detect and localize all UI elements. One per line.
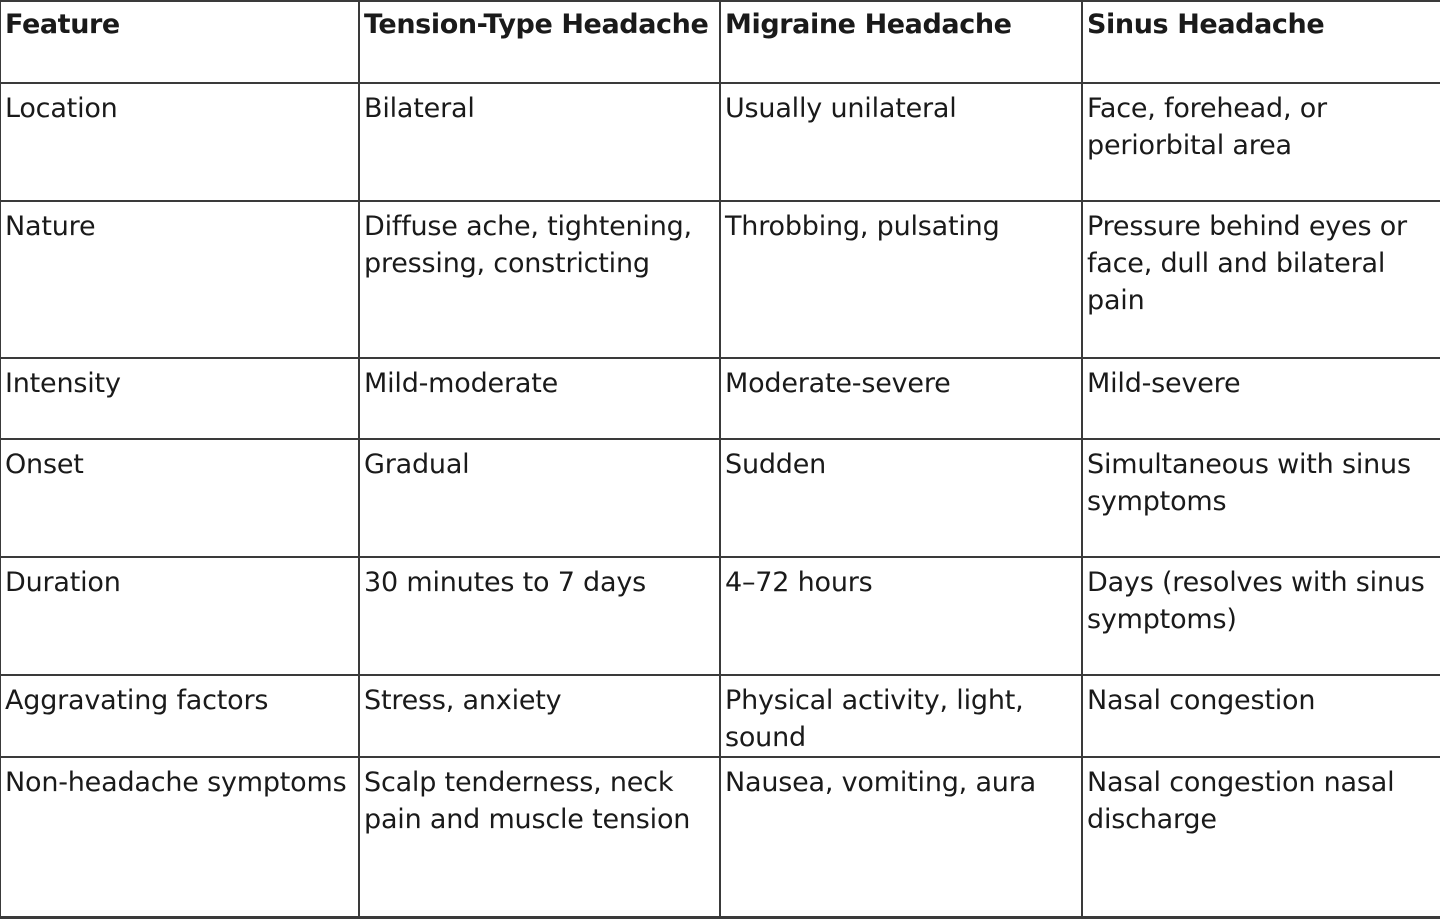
cell-feature-label: Non-headache symptoms [0, 757, 359, 917]
cell-tension-type: Gradual [359, 439, 720, 557]
table-row-aggravating-factors [0, 675, 1440, 757]
header-feature: Feature [0, 1, 359, 83]
cell-tension-type: Scalp tenderness, neck pain and muscle tension [359, 757, 720, 917]
table-row-nature [0, 201, 1440, 358]
cell-feature-label: Nature [0, 201, 359, 358]
cell-sinus: Pressure behind eyes or face, dull and bilateral pain [1082, 201, 1440, 358]
cell-tension-type: Mild-moderate [359, 358, 720, 439]
cell-feature-label: Duration [0, 557, 359, 675]
table-row-intensity [0, 358, 1440, 439]
cell-sinus: Mild-severe [1082, 358, 1440, 439]
cell-migraine: Sudden [720, 439, 1082, 557]
cell-feature-label: Aggravating factors [0, 675, 359, 757]
cell-tension-type: Bilateral [359, 83, 720, 201]
cell-migraine: Usually unilateral [720, 83, 1082, 201]
cell-feature-label: Location [0, 83, 359, 201]
cell-migraine: Throbbing, pulsating [720, 201, 1082, 358]
cell-feature-label: Onset [0, 439, 359, 557]
header-migraine: Migraine Headache [720, 1, 1082, 83]
table-row-duration [0, 557, 1440, 675]
cell-sinus: Nasal congestion nasal discharge [1082, 757, 1440, 917]
cell-tension-type: 30 minutes to 7 days [359, 557, 720, 675]
cell-feature-label: Intensity [0, 358, 359, 439]
cell-migraine: 4–72 hours [720, 557, 1082, 675]
cell-migraine: Physical activity, light, sound [720, 675, 1082, 757]
cell-tension-type: Diffuse ache, tightening, pressing, constricting [359, 201, 720, 358]
table-row-location [0, 83, 1440, 201]
table-row-onset [0, 439, 1440, 557]
header-tension-type: Tension-Type Headache [359, 1, 720, 83]
cell-sinus: Nasal congestion [1082, 675, 1440, 757]
table-header-row [0, 1, 1440, 83]
cell-sinus: Simultaneous with sinus symptoms [1082, 439, 1440, 557]
cell-sinus: Face, forehead, or periorbital area [1082, 83, 1440, 201]
table-row-non-headache-symptoms [0, 757, 1440, 917]
cell-migraine: Nausea, vomiting, aura [720, 757, 1082, 917]
cell-sinus: Days (resolves with sinus symptoms) [1082, 557, 1440, 675]
header-sinus: Sinus Headache [1082, 1, 1440, 83]
cell-tension-type: Stress, anxiety [359, 675, 720, 757]
cell-migraine: Moderate-severe [720, 358, 1082, 439]
